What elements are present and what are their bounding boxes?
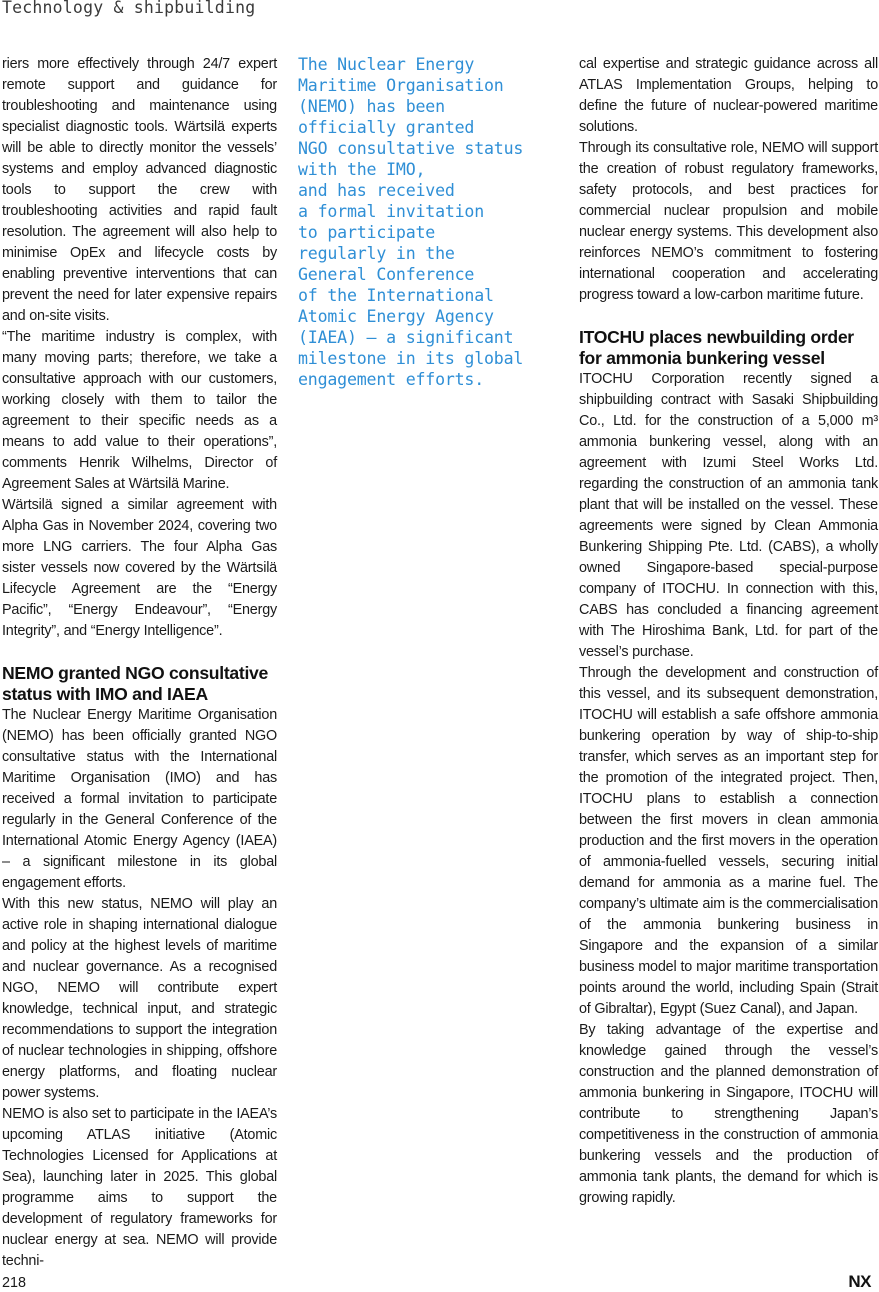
body-paragraph: Through the development and construction of this vessel, and its subsequent demonstration, ITOCHU will establish a safe offshore ammonia bunkering operation by way of ship-to-ship transfer, which serves as an important step for the promotion of the integrated project. Then, ITOCHU plans to establish a connection between the first movers in clean ammonia production and the first movers in the operation of ammonia-fuelled vessels, securing initial demand for ammonia as a marine fuel. The company’s ultimate aim is the commercialisation of the ammonia bunkering business in Singapore and the expansion of a similar business model to major maritime transportation points around the world, including Spain (Strait of Gibraltar), Egypt (Suez Canal), and Japan. <box>579 665 878 1017</box>
paragraph-spacer <box>2 642 277 663</box>
body-paragraph: Wärtsilä signed a similar agreement with Alpha Gas in November 2024, covering two more LNG carriers. The four Alpha Gas sister vessels now covered by the Wärtsilä Lifecycle Agreement are the “Energy Pacific”, “Energy Endeavour”, “Energy Integrity”, and “Energy Intelligence”. <box>2 497 277 639</box>
left-column <box>2 54 277 1272</box>
body-paragraph: By taking advantage of the expertise and knowledge gained through the vessel’s construction and the planned demonstration of ammonia bunkering in Singapore, ITOCHU will contribute to strengthening Japan’s competitiveness in the construction of ammonia bunkering vessels and the production of ammonia tank plants, the demand for which is growing rapidly. <box>579 1022 878 1206</box>
middle-column <box>298 54 548 390</box>
brand-logo: NX <box>848 1272 871 1291</box>
pull-quote: The Nuclear Energy Maritime Organisation (NEMO) has been officially granted NGO consultative status with the IMO, and has received a formal invitation to participate regularly in the General Conference of the International Atomic Energy Agency (IAEA) – a significant milestone in its global engagement efforts. <box>298 55 524 389</box>
page-number: 218 <box>2 1275 27 1291</box>
body-paragraph: ITOCHU Corporation recently signed a shipbuilding contract with Sasaki Shipbuilding Co., Ltd. for the construction of a 5,000 m³ ammonia bunkering vessel, along with an agreement with Izumi Steel Works Ltd. regarding the construction of an ammonia tank plant that will be installed on the vessel. These agreements were signed by Clean Ammonia Bunkering Shipping Pte. Ltd. (CABS), a wholly owned Singapore-based special-purpose company of ITOCHU. In connection with this, CABS has concluded a financing agreement with The Hiroshima Bank, Ltd. for part of the vessel’s purchase. <box>579 371 878 660</box>
paragraph-spacer <box>579 306 878 327</box>
article-heading: ITOCHU places newbuilding order for ammonia bunkering vessel <box>579 327 854 368</box>
body-paragraph: Through its consultative role, NEMO will support the creation of robust regulatory frameworks, safety protocols, and best practices for commercial nuclear propulsion and mobile nuclear energy systems. This development also reinforces NEMO’s commitment to fostering international cooperation and accelerating progress toward a low-carbon maritime future. <box>579 140 878 303</box>
body-paragraph: cal expertise and strategic guidance across all ATLAS Implementation Groups, helping to define the future of nuclear-powered maritime solutions. <box>579 56 878 135</box>
body-paragraph: NEMO is also set to participate in the IAEA’s upcoming ATLAS initiative (Atomic Technologies Licensed for Applications at Sea), launching later in 2025. This global programme aims to support the development of regulatory frameworks for nuclear energy at sea. NEMO will provide techni- <box>2 1106 277 1269</box>
body-paragraph: “The maritime industry is complex, with many moving parts; therefore, we take a consultative approach with our customers, working closely with them to tailor the agreement to their specific needs as a means to add value to their operations”, comments Henrik Wilhelms, Director of Agreement Sales at Wärtsilä Marine. <box>2 329 277 492</box>
body-paragraph: riers more effectively through 24/7 expert remote support and guidance for troubleshooting and maintenance using specialist diagnostic tools. Wärtsilä experts will be able to directly monitor the vessels’ systems and employ advanced diagnostic tools to support the crew with troubleshooting activities and rapid fault resolution. The agreement will also help to minimise OpEx and lifecycle costs by enabling preventive interventions that can prevent the need for later expensive repairs and on-site visits. <box>2 56 277 324</box>
section-header: Technology & shipbuilding <box>2 0 256 17</box>
article-heading: NEMO granted NGO consultative status with IMO and IAEA <box>2 663 268 704</box>
body-paragraph: With this new status, NEMO will play an active role in shaping international dialogue and policy at the highest levels of maritime and nuclear governance. As a recognised NGO, NEMO will contribute expert knowledge, technical input, and strategic recommendations to support the integration of nuclear technologies in shipping, offshore energy platforms, and floating nuclear power systems. <box>2 896 277 1101</box>
right-column <box>579 54 878 1209</box>
body-paragraph: The Nuclear Energy Maritime Organisation (NEMO) has been officially granted NGO consultative status with the International Maritime Organisation (IMO) and has received a formal invitation to participate regularly in the General Conference of the International Atomic Energy Agency (IAEA) – a significant milestone in its global engagement efforts. <box>2 707 277 891</box>
